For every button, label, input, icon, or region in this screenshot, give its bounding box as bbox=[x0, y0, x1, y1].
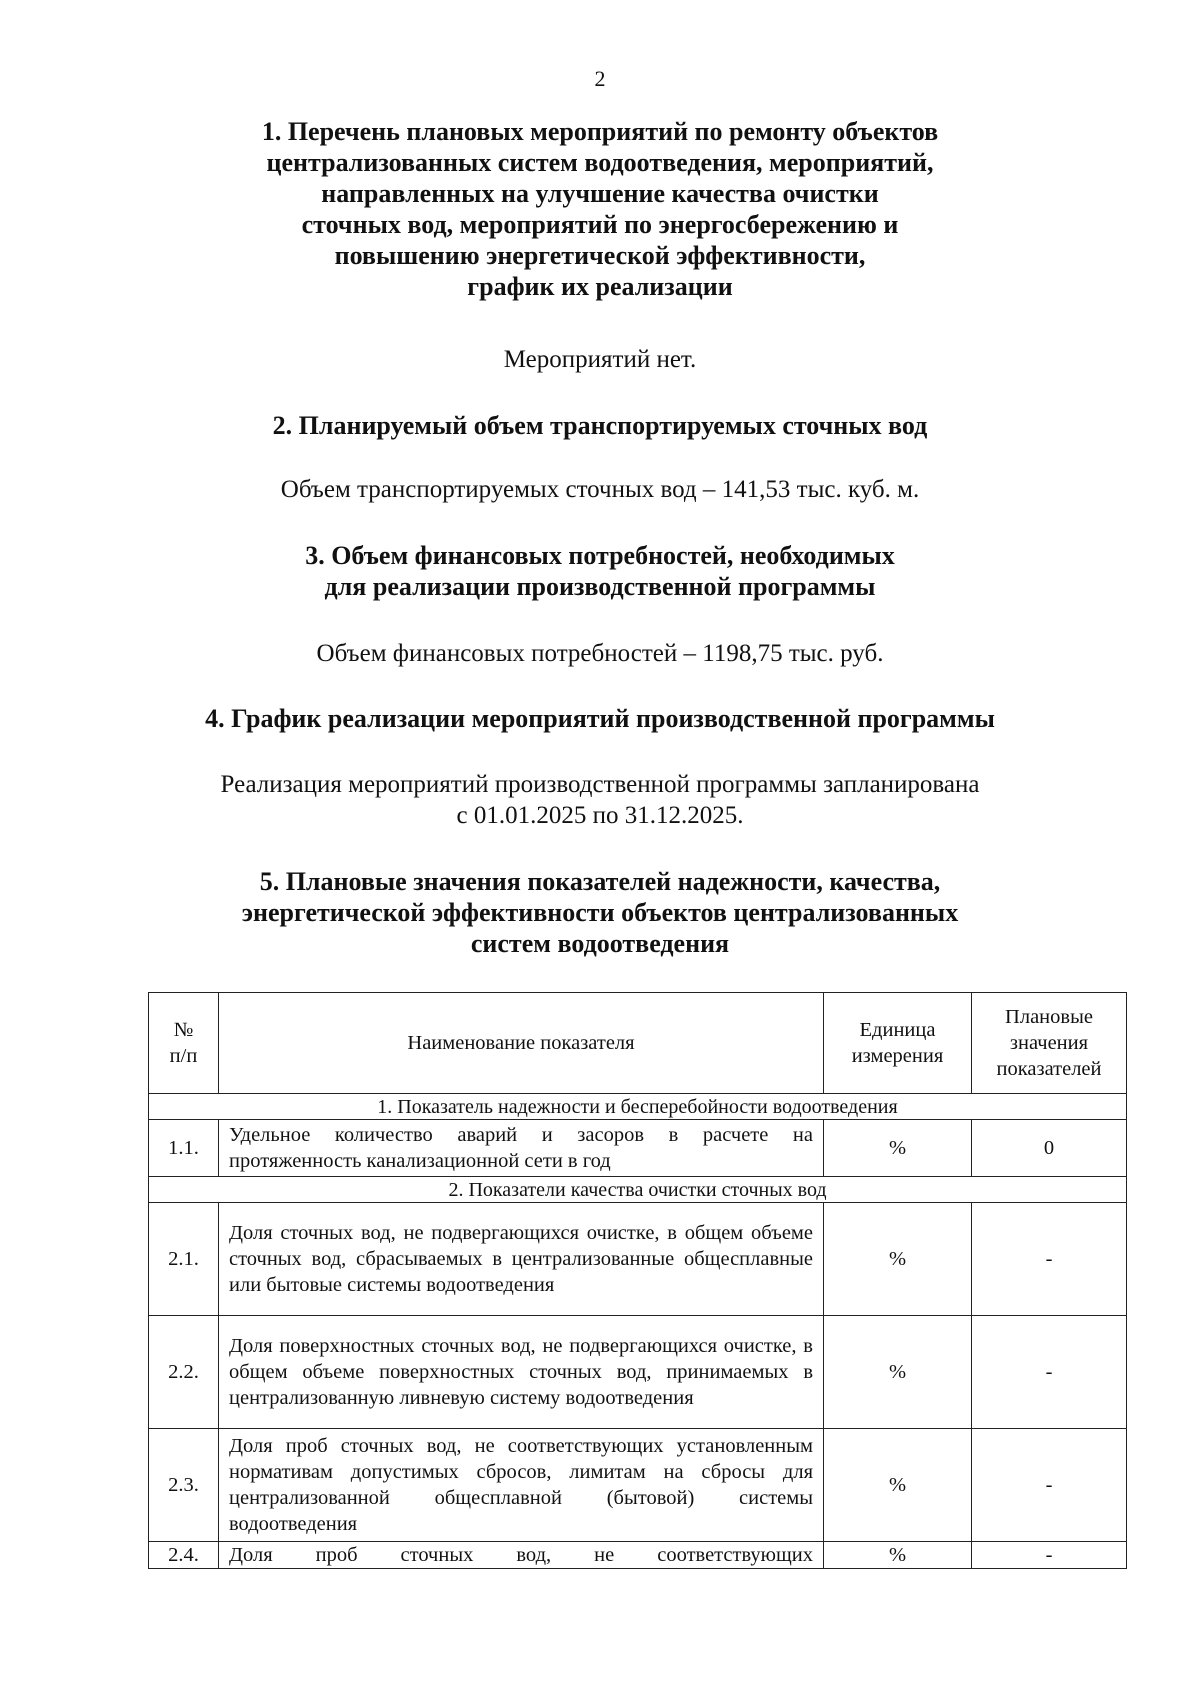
group-title: 1. Показатель надежности и бесперебойности водоотведения bbox=[149, 1094, 1127, 1120]
table-row bbox=[149, 1429, 1127, 1542]
section-3-heading bbox=[0, 540, 1200, 602]
header-unit bbox=[824, 993, 972, 1094]
row-plan-value: - bbox=[972, 1542, 1127, 1569]
row-indicator-name: Доля проб сточных вод, не соответствующих bbox=[219, 1542, 824, 1569]
section-2-heading: 2. Планируемый объем транспортируемых сточных вод bbox=[272, 411, 928, 440]
row-plan-value: - bbox=[972, 1429, 1127, 1542]
section-4-heading: 4. График реализации мероприятий производственной программы bbox=[205, 704, 995, 733]
row-number: 2.2. bbox=[149, 1316, 219, 1429]
heading-line: направленных на улучшение качества очистки bbox=[321, 179, 879, 208]
row-number: 2.4. bbox=[149, 1542, 219, 1569]
table-group-row bbox=[149, 1094, 1127, 1120]
table-row bbox=[149, 1542, 1127, 1569]
header-plan-line: Плановые bbox=[1005, 1006, 1093, 1028]
heading-line: систем водоотведения bbox=[470, 929, 730, 958]
heading-line: 1. Перечень плановых мероприятий по ремонту объектов bbox=[261, 117, 939, 146]
page-number: 2 bbox=[594, 66, 606, 91]
row-number: 2.3. bbox=[149, 1429, 219, 1542]
table-row bbox=[149, 1120, 1127, 1177]
row-unit: % bbox=[824, 1203, 972, 1316]
section-1-heading bbox=[0, 116, 1200, 302]
heading-line: для реализации производственной программы bbox=[324, 572, 876, 601]
table-row bbox=[149, 1316, 1127, 1429]
heading-line: сточных вод, мероприятий по энергосбережению и bbox=[301, 210, 899, 239]
header-number-line: № bbox=[173, 1019, 194, 1041]
section-5-heading bbox=[0, 866, 1200, 959]
table-header-row bbox=[149, 993, 1127, 1094]
row-number: 1.1. bbox=[149, 1120, 219, 1177]
header-plan-line: показателей bbox=[996, 1058, 1102, 1080]
table-group-row bbox=[149, 1177, 1127, 1203]
heading-line: централизованных систем водоотведения, мероприятий, bbox=[266, 148, 934, 177]
header-indicator-name: Наименование показателя bbox=[219, 993, 824, 1094]
header-number bbox=[149, 993, 219, 1094]
group-title: 2. Показатели качества очистки сточных вод bbox=[149, 1177, 1127, 1203]
row-unit: % bbox=[824, 1316, 972, 1429]
heading-line: 3. Объем финансовых потребностей, необходимых bbox=[305, 541, 895, 570]
table-row bbox=[149, 1203, 1127, 1316]
section-4-text bbox=[0, 769, 1200, 831]
row-plan-value: - bbox=[972, 1203, 1127, 1316]
row-indicator-name: Удельное количество аварий и засоров в расчете на протяженность канализационной сети в год bbox=[219, 1120, 824, 1177]
text-line: с 01.01.2025 по 31.12.2025. bbox=[456, 802, 744, 829]
section-1-text: Мероприятий нет. bbox=[503, 346, 697, 373]
text-line: Реализация мероприятий производственной программы запланирована bbox=[220, 771, 980, 798]
row-indicator-name: Доля проб сточных вод, не соответствующих установленным нормативам допустимых сбросов, лимитам на сбросы для централизованной общесплавной (бытовой) системы водоотведения bbox=[219, 1429, 824, 1542]
heading-line: график их реализации bbox=[467, 272, 733, 301]
heading-line: 5. Плановые значения показателей надежности, качества, bbox=[259, 867, 941, 896]
header-number-line: п/п bbox=[169, 1045, 198, 1067]
row-indicator-name: Доля сточных вод, не подвергающихся очистке, в общем объеме сточных вод, сбрасываемых в централизованные общесплавные или бытовые системы водоотведения bbox=[219, 1203, 824, 1316]
indicators-table bbox=[148, 992, 1127, 1569]
row-unit: % bbox=[824, 1120, 972, 1177]
header-plan-line: значения bbox=[1009, 1032, 1089, 1054]
row-indicator-name: Доля поверхностных сточных вод, не подвергающихся очистке, в общем объеме поверхностных сточных вод, принимаемых в централизованную ливневую систему водоотведения bbox=[219, 1316, 824, 1429]
section-3-text: Объем финансовых потребностей – 1198,75 тыс. руб. bbox=[316, 640, 884, 667]
row-number: 2.1. bbox=[149, 1203, 219, 1316]
heading-line: повышению энергетической эффективности, bbox=[334, 241, 866, 270]
row-plan-value: 0 bbox=[972, 1120, 1127, 1177]
header-unit-line: измерения bbox=[851, 1045, 944, 1067]
section-2-text: Объем транспортируемых сточных вод – 141,53 тыс. куб. м. bbox=[280, 476, 920, 503]
heading-line: энергетической эффективности объектов централизованных bbox=[241, 898, 959, 927]
header-plan-values bbox=[972, 993, 1127, 1094]
header-unit-line: Единица bbox=[859, 1019, 936, 1041]
row-unit: % bbox=[824, 1542, 972, 1569]
row-unit: % bbox=[824, 1429, 972, 1542]
row-plan-value: - bbox=[972, 1316, 1127, 1429]
